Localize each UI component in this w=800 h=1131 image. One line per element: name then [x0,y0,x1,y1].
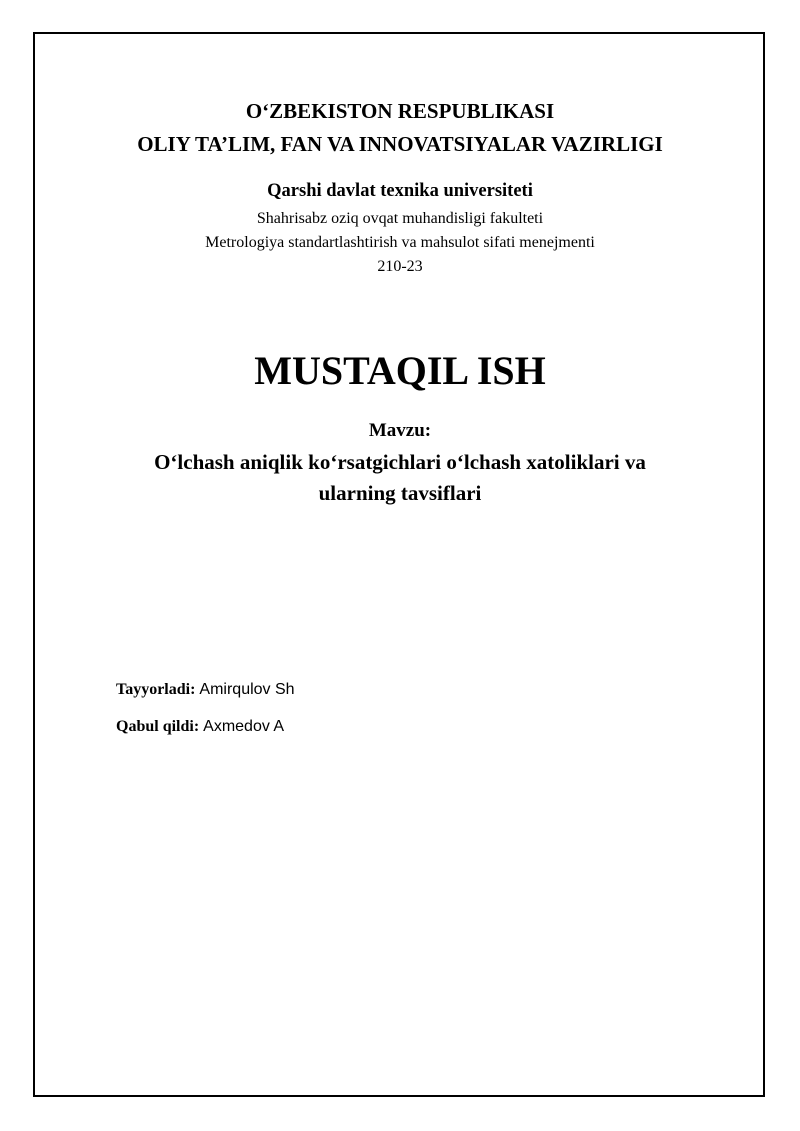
document-title: MUSTAQIL ISH [254,348,546,393]
prepared-by-label: Tayyorladi: [116,681,196,698]
prepared-by-field [116,681,295,699]
faculty-name: Shahrisabz oziq ovqat muhandisligi fakulteti [256,210,544,227]
prepared-by-value: Amirqulov Sh [199,681,295,698]
department-name: Metrologiya standartlashtirish va mahsulot sifati menejmenti [205,234,595,251]
group-number: 210-23 [377,258,423,275]
accepted-by-field [116,718,284,736]
republic-heading: O‘ZBEKISTON RESPUBLIKASI [245,99,555,123]
accepted-by-label: Qabul qildi: [116,718,200,735]
accepted-by-value: Axmedov A [203,718,285,735]
topic-label: Mavzu: [368,420,432,441]
university-name: Qarshi davlat texnika universiteti [267,181,533,201]
ministry-heading: OLIY TA’LIM, FAN VA INNOVATSIYALAR VAZIRLIGI [137,132,663,156]
topic-line-1: O‘lchash aniqlik ko‘rsatgichlari o‘lchash xatoliklari va [154,450,646,474]
topic-line-2: ularning tavsiflari [318,481,482,505]
